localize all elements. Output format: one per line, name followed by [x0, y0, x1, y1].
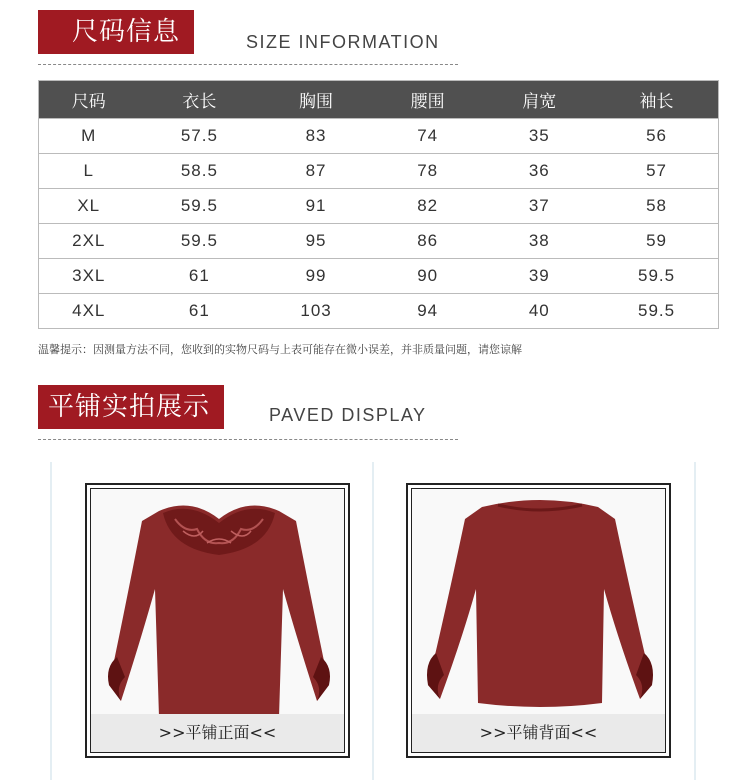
table-cell: 40	[483, 294, 595, 329]
table-cell: 59.5	[595, 259, 718, 294]
back-photo-frame	[406, 483, 671, 758]
table-cell: 58.5	[139, 154, 261, 189]
table-cell: 4XL	[39, 294, 139, 329]
table-cell: 59.5	[139, 224, 261, 259]
table-cell: 2XL	[39, 224, 139, 259]
table-cell: 36	[483, 154, 595, 189]
table-cell: 74	[372, 119, 484, 154]
table-cell: 61	[139, 259, 261, 294]
table-row	[39, 119, 719, 154]
table-row	[39, 259, 719, 294]
size-section-header	[38, 10, 458, 65]
table-cell: 82	[372, 189, 484, 224]
table-cell: XL	[39, 189, 139, 224]
table-cell: 3XL	[39, 259, 139, 294]
front-photo-frame	[85, 483, 350, 758]
display-section-title: 平铺实拍展示	[38, 385, 224, 429]
front-caption: >>平铺正面<<	[91, 714, 344, 752]
table-cell: 37	[483, 189, 595, 224]
size-table-header-row	[39, 81, 719, 119]
table-row	[39, 224, 719, 259]
table-cell: 90	[372, 259, 484, 294]
header-cell: 衣长	[139, 81, 261, 119]
table-cell: 78	[372, 154, 484, 189]
table-cell: 86	[372, 224, 484, 259]
table-cell: 58	[595, 189, 718, 224]
display-section-header	[38, 385, 458, 440]
table-cell: 59.5	[139, 189, 261, 224]
display-section-subtitle: PAVED DISPLAY	[269, 405, 427, 425]
table-cell: L	[39, 154, 139, 189]
header-cell: 胸围	[260, 81, 372, 119]
table-cell: 94	[372, 294, 484, 329]
size-table	[38, 80, 719, 329]
table-cell: 59	[595, 224, 718, 259]
table-cell: 95	[260, 224, 372, 259]
table-cell: 35	[483, 119, 595, 154]
size-section-title: 尺码信息	[38, 10, 194, 54]
table-cell: 38	[483, 224, 595, 259]
table-cell: 87	[260, 154, 372, 189]
table-cell: 99	[260, 259, 372, 294]
table-row	[39, 189, 719, 224]
table-cell: 61	[139, 294, 261, 329]
back-photo	[411, 488, 666, 753]
front-photo	[90, 488, 345, 753]
back-caption: >>平铺背面<<	[412, 714, 665, 752]
table-cell: 57	[595, 154, 718, 189]
size-section-subtitle: SIZE INFORMATION	[246, 32, 440, 52]
divider-line	[50, 462, 52, 780]
table-cell: 39	[483, 259, 595, 294]
header-cell: 腰围	[372, 81, 484, 119]
table-cell: 56	[595, 119, 718, 154]
table-row	[39, 154, 719, 189]
header-cell: 肩宽	[483, 81, 595, 119]
display-section-divider	[38, 439, 458, 440]
table-cell: 57.5	[139, 119, 261, 154]
table-cell: 103	[260, 294, 372, 329]
header-cell: 袖长	[595, 81, 718, 119]
table-cell: 83	[260, 119, 372, 154]
header-cell: 尺码	[39, 81, 139, 119]
divider-line	[372, 462, 374, 780]
table-row	[39, 294, 719, 329]
table-cell: 91	[260, 189, 372, 224]
divider-line	[694, 462, 696, 780]
table-cell: M	[39, 119, 139, 154]
size-note: 温馨提示：因测量方法不同，您收到的实物尺码与上表可能存在微小误差，并非质量问题，请您谅解	[38, 343, 522, 356]
table-cell: 59.5	[595, 294, 718, 329]
size-section-divider	[38, 64, 458, 65]
